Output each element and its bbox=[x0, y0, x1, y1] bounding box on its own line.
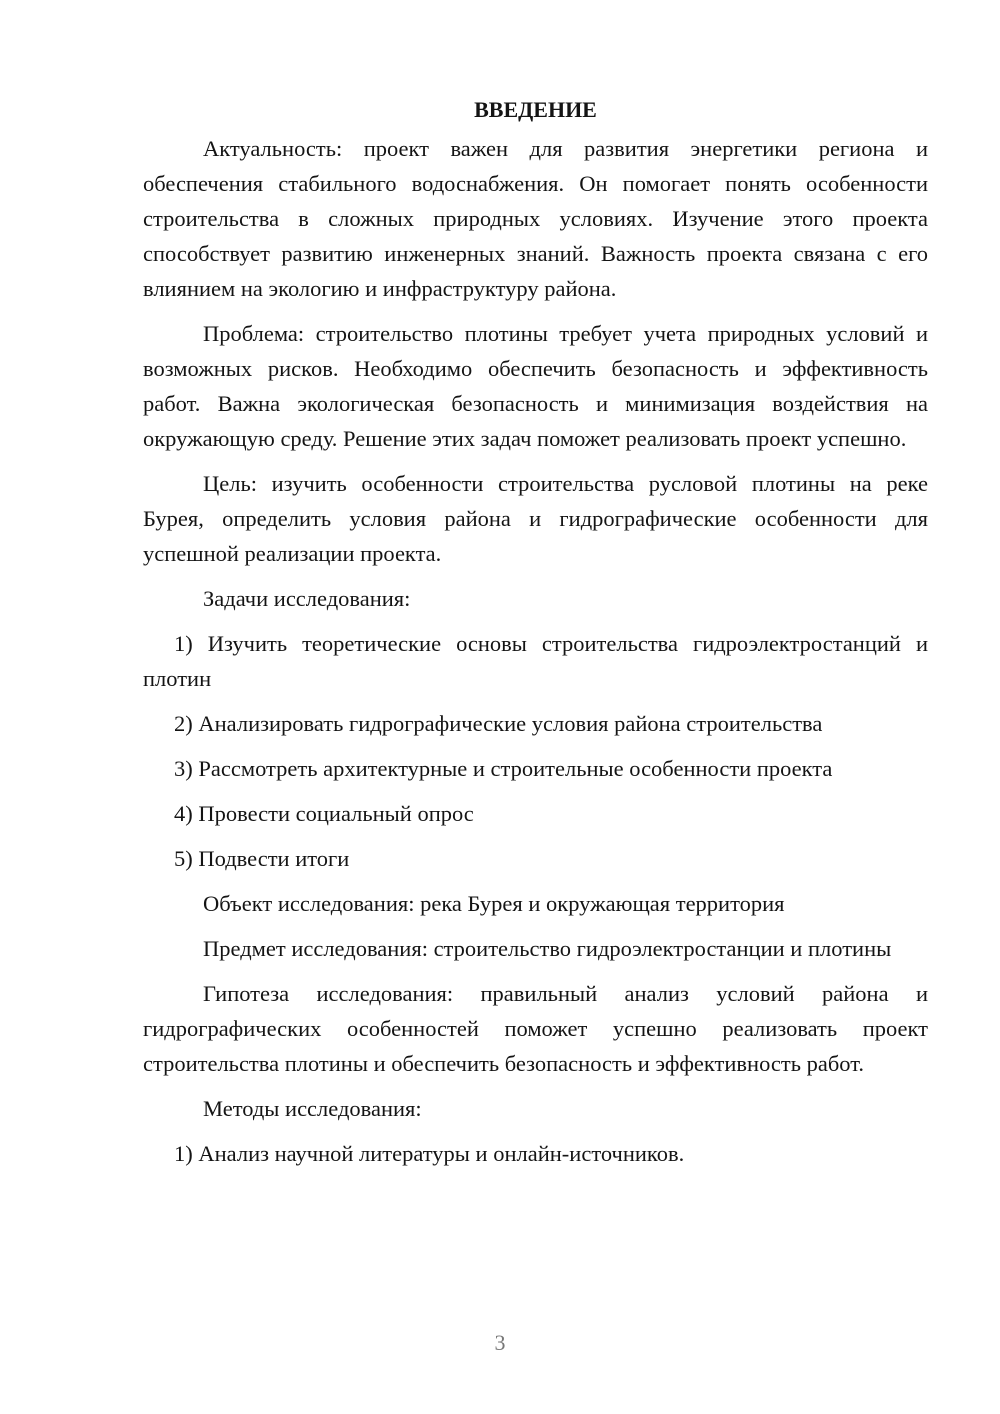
page-number: 3 bbox=[494, 1330, 506, 1355]
methods-heading: Методы исследования: bbox=[203, 1096, 422, 1121]
goal-paragraph: Цель: изучить особенности строительства русловой плотины на реке Бурея, определить условия района и гидрографические особенности для успешной реализации проекта. bbox=[143, 471, 928, 566]
hypothesis-paragraph: Гипотеза исследования: правильный анализ условий района и гидрографических особенностей поможет успешно реализовать проект строительства плотины и обеспечить безопасность и эффективность работ. bbox=[143, 981, 928, 1076]
page-body bbox=[143, 92, 928, 1181]
relevance-paragraph: Актуальность: проект важен для развития энергетики региона и обеспечения стабильного водоснабжения. Он помогает понять особенности строительства в сложных природных условиях. Изучение этого проекта способствует развитию инженерных знаний. Важность проекта связана с его влиянием на экологию и инфраструктуру района. bbox=[143, 136, 928, 301]
task-item: 4) Провести социальный опрос bbox=[174, 801, 474, 826]
subject-paragraph: Предмет исследования: строительство гидроэлектростанции и плотины bbox=[203, 936, 892, 961]
page-title: ВВЕДЕНИЕ bbox=[474, 97, 597, 122]
task-item: 3) Рассмотреть архитектурные и строительные особенности проекта bbox=[174, 756, 833, 781]
task-item: 2) Анализировать гидрографические условия района строительства bbox=[174, 711, 823, 736]
object-paragraph: Объект исследования: река Бурея и окружающая территория bbox=[203, 891, 785, 916]
tasks-heading: Задачи исследования: bbox=[203, 586, 411, 611]
task-item: 1) Изучить теоретические основы строительства гидроэлектростанций и плотин bbox=[143, 631, 928, 691]
method-item: 1) Анализ научной литературы и онлайн-источников. bbox=[174, 1141, 685, 1166]
task-item: 5) Подвести итоги bbox=[174, 846, 350, 871]
problem-paragraph: Проблема: строительство плотины требует учета природных условий и возможных рисков. Необходимо обеспечить безопасность и эффективность работ. Важна экологическая безопасность и минимизация воздействия на окружающую среду. Решение этих задач поможет реализовать проект успешно. bbox=[143, 321, 928, 451]
